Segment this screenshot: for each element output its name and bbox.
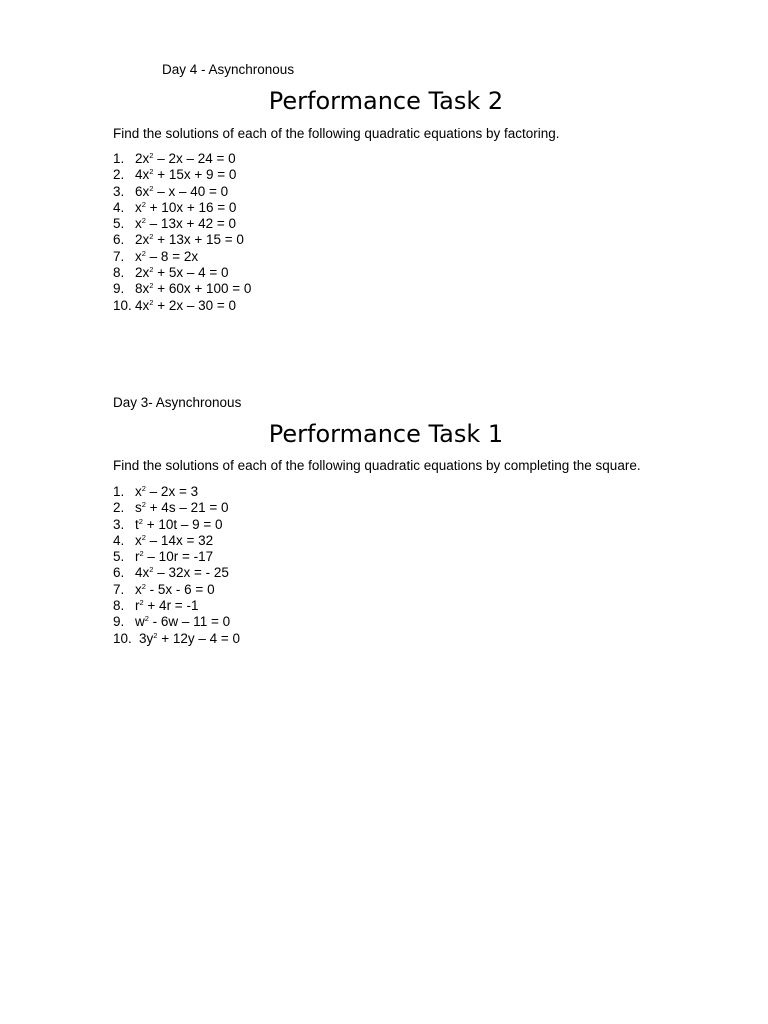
equation-number: 1.: [113, 151, 125, 166]
equation-item: [113, 517, 240, 533]
performance-task-2-title: Performance Task 2: [268, 87, 504, 115]
task-1-equation-list: [113, 484, 240, 647]
equation-text: $6x^2 - x - 40 = 0$: [135, 183, 229, 199]
equation-number: 6.: [113, 565, 125, 581]
equation-text: $w^2 - 6w - 11 = 0$: [135, 614, 231, 630]
equation-item: [113, 565, 240, 581]
equation-text: $2x^2 + 5x - 4 = 0$: [135, 265, 229, 281]
equation-text: $x^2 - 2x = 3$: [135, 484, 199, 499]
equation-text: $x^2 - 5x - 6 = 0$: [135, 581, 215, 597]
equation-item: [113, 216, 251, 232]
equation-number: 5.: [113, 549, 125, 565]
equation-number: 6.: [113, 232, 125, 248]
equation-number: 5.: [113, 216, 125, 232]
equation-item: [113, 200, 251, 216]
equation-number: 3.: [113, 183, 125, 199]
equation-number: 10.: [113, 297, 132, 313]
equation-item: [113, 484, 240, 500]
equation-item: [113, 167, 251, 183]
day-4-label: Day 4 - Asynchronous: [162, 62, 295, 77]
equation-number: 10.: [113, 630, 132, 646]
equation-text: $4x^2 - 32x$ = - 25: [135, 565, 229, 581]
equation-number: 2.: [113, 167, 125, 183]
equation-item: [113, 582, 240, 598]
equation-item: [113, 549, 240, 565]
equation-text: $r^2 + 4r = -1$: [135, 598, 199, 614]
equation-number: 3.: [113, 516, 125, 532]
equation-text: $3y^2 + 12y - 4 = 0$: [139, 630, 240, 646]
equation-text: $x^2 - 13x + 42 = 0$: [135, 216, 236, 232]
equation-item: [113, 151, 251, 167]
equation-item: [113, 281, 251, 297]
equation-number: 9.: [113, 281, 125, 297]
equation-text: $x^2 - 8 = 2x$: [135, 248, 199, 264]
equation-item: [113, 232, 251, 248]
equation-number: 4.: [113, 199, 125, 215]
equation-text: $2x^2 + 13x + 15 = 0$: [135, 232, 244, 248]
equation-text: $4x^2 + 15x + 9 = 0$: [135, 167, 237, 183]
equation-item: [113, 500, 240, 516]
equation-number: 7.: [113, 581, 125, 597]
equation-item: [113, 614, 240, 630]
equation-text: $2x^2 - 2x - 24 = 0$: [135, 151, 236, 166]
equation-text: $x^2 - 14x = 32$: [135, 532, 214, 548]
equation-text: $x^2 + 10x + 16 = 0$: [135, 199, 237, 215]
equation-item: [113, 598, 240, 614]
equation-text: $t^2 + 10t - 9 = 0$: [135, 516, 223, 532]
equation-item: [113, 249, 251, 265]
day-3-label: Day 3- Asynchronous: [113, 395, 242, 410]
equation-item: [113, 533, 240, 549]
equation-text: $r^2 - 10r = -17$: [135, 549, 214, 565]
equation-number: 2.: [113, 500, 125, 516]
equation-text: $s^2 + 4s - 21 = 0$: [135, 500, 229, 516]
equation-item: [113, 631, 240, 647]
equation-number: 7.: [113, 248, 125, 264]
equation-number: 4.: [113, 532, 125, 548]
equation-number: 8.: [113, 265, 125, 281]
equation-item: [113, 298, 251, 314]
equation-number: 8.: [113, 598, 125, 614]
task-1-instruction: Find the solutions of each of the following quadratic equations by completing the square.: [113, 458, 641, 473]
performance-task-1-title: Performance Task 1: [268, 420, 504, 448]
task-2-instruction: Find the solutions of each of the following quadratic equations by factoring.: [113, 126, 560, 141]
equation-text: $8x^2 + 60x + 100 = 0$: [135, 281, 252, 297]
equation-item: [113, 184, 251, 200]
task-2-equation-list: [113, 151, 251, 314]
equation-number: 9.: [113, 614, 125, 630]
equation-item: [113, 265, 251, 281]
equation-text: $4x^2 + 2x - 30 = 0$: [135, 297, 236, 313]
equation-number: 1.: [113, 484, 125, 499]
